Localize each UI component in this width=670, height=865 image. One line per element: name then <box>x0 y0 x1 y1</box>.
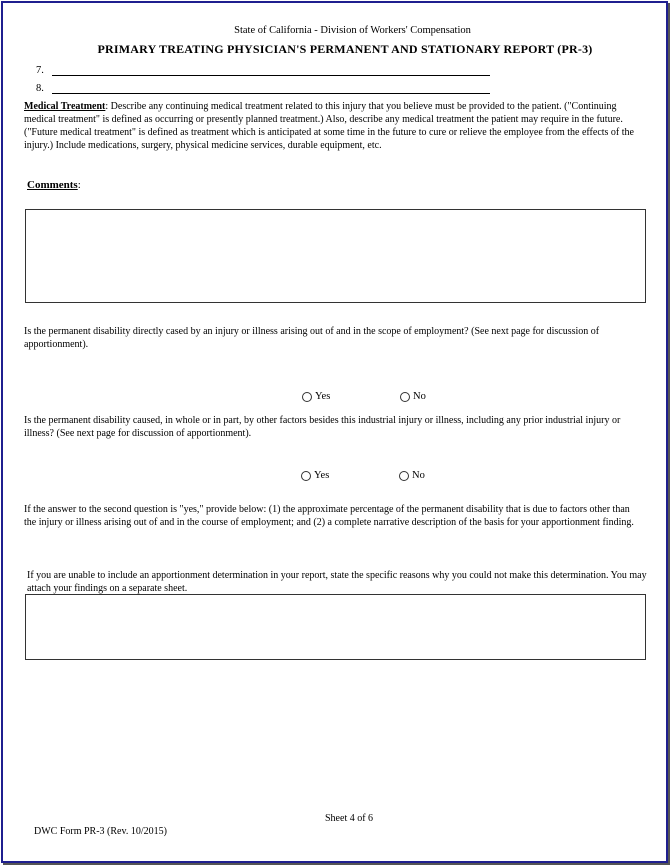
agency-header: State of California - Division of Workers' Compensation <box>234 25 471 36</box>
q1-yes-label: Yes <box>315 391 331 402</box>
comments-textarea[interactable] <box>25 209 646 303</box>
radio-icon[interactable] <box>301 471 311 481</box>
q1-no-option[interactable] <box>400 391 426 402</box>
form-title: PRIMARY TREATING PHYSICIAN'S PERMANENT AND STATIONARY REPORT (PR-3) <box>97 42 593 56</box>
form-id: DWC Form PR-3 (Rev. 10/2015) <box>34 826 167 837</box>
medical-treatment-paragraph <box>24 100 644 152</box>
q2-yes-label: Yes <box>314 470 330 481</box>
apportionment-textarea[interactable] <box>25 594 646 660</box>
numbered-line-8 <box>36 83 490 94</box>
line-number: 7. <box>36 65 44 76</box>
q1-yes-option[interactable] <box>302 391 330 402</box>
numbered-line-7 <box>36 65 490 76</box>
line-number: 8. <box>36 83 44 94</box>
q2-no-option[interactable] <box>399 470 425 481</box>
comments-heading <box>27 179 81 191</box>
radio-icon[interactable] <box>302 392 312 402</box>
q1-no-label: No <box>413 391 426 402</box>
question-direct-cause: Is the permanent disability directly cased by an injury or illness arising out of and in the scope of employment? (See next page for discussion of apportionment). <box>24 326 600 350</box>
comments-colon: : <box>77 179 81 191</box>
medical-treatment-label: Medical Treatment <box>24 101 106 112</box>
line-7-input[interactable] <box>52 65 490 76</box>
q2-no-label: No <box>412 470 425 481</box>
comments-label: Comments <box>27 179 78 191</box>
radio-icon[interactable] <box>400 392 410 402</box>
line-8-input[interactable] <box>52 83 490 94</box>
question-apportionment-percentage: If the answer to the second question is "yes," provide below: (1) the approximate percentage of the permanent disability that is due to factors other than the injury or illness arising out of and in the course of employment; and (2) a complete narrative description of the basis for your apportionment finding. <box>24 504 634 528</box>
question-other-factors: Is the permanent disability caused, in whole or in part, by other factors besides this industrial injury or illness, including any prior industrial injury or illness? (See next page for discussion of apportionment). <box>24 415 621 439</box>
q2-yes-option[interactable] <box>301 470 329 481</box>
medical-treatment-text: : Describe any continuing medical treatment related to this injury that you believe must be provided to the patient. ("Continuing medical treatment" is defined as occurring or presently planned treatment.) Also, describe any medical treatment the patient may require in the future. ("Future medical treatment" is defined as treatment which is anticipated at some time in the future to cure or relieve the employee from the effects of the injury.) Include medications, surgery, physical medicine services, durable equipment, etc. <box>24 101 634 151</box>
sheet-number: Sheet 4 of 6 <box>325 813 374 824</box>
question-unable-to-apportion: If you are unable to include an apportionment determination in your report, state the specific reasons why you could not make this determination. You may attach your findings on a separate sheet. <box>27 570 647 594</box>
radio-icon[interactable] <box>399 471 409 481</box>
